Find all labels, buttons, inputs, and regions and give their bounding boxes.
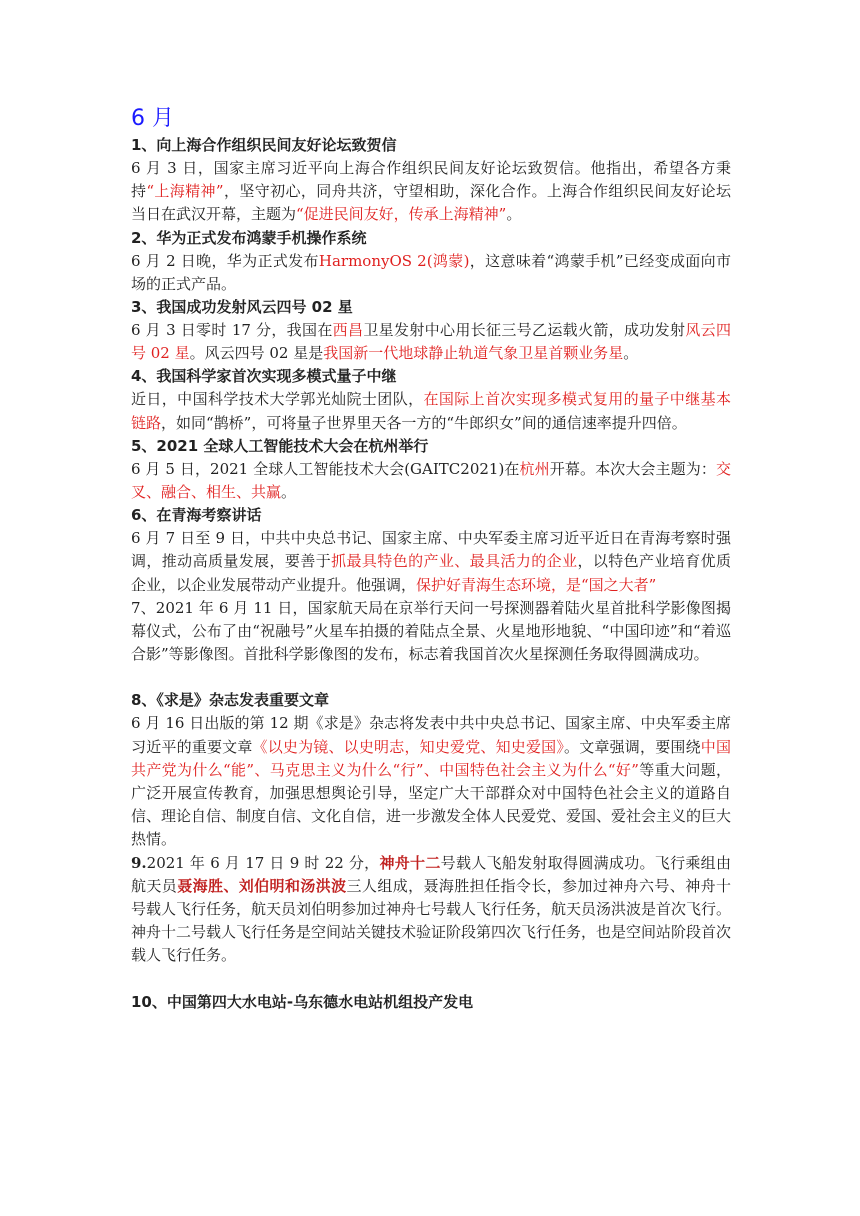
highlight: 神舟十二 bbox=[379, 853, 441, 872]
text: 6 月 7 日至 9 日，中共中央总书记、国家主席、中央军委主席习近平近日在青海考察时强调，推动高质量发展，要善于 bbox=[131, 529, 731, 571]
section-9-body bbox=[131, 852, 731, 968]
spacer bbox=[131, 968, 731, 991]
section-8-title: 8、《求是》杂志发表重要文章 bbox=[131, 691, 329, 710]
highlight: 西昌 bbox=[332, 321, 364, 340]
highlight: 杭州 bbox=[519, 459, 550, 478]
highlight: “促进民间友好，传承上海精神” bbox=[296, 205, 507, 224]
text: 三人组成，聂海胜担任指令长，参加过神舟六号、神舟十号载人飞行任务，航天员刘伯明参加过神舟七号载人飞行任务，航天员汤洪波是首次飞行。神舟十二号载人飞行任务是空间站关键技术验证阶段第四次飞行任务，也是空间站阶段首次载人飞行任务。 bbox=[131, 876, 732, 965]
section-1-title: 1、向上海合作组织民间友好论坛致贺信 bbox=[131, 136, 397, 154]
text: 等重大问题，广泛开展宣传教育，加强思想舆论引导，坚定广大干部群众对中国特色社会主义的道路自信、理论自信、制度自信、文化自信，进一步激发全体人民爱党、爱国、爱社会主义的巨大热情。 bbox=[131, 760, 732, 849]
highlight: 交叉、融合、相生、共赢 bbox=[131, 459, 731, 502]
highlight: 《以史为镜、以史明志，知史爱党、知史爱国》 bbox=[252, 737, 565, 756]
section-3-body bbox=[131, 319, 731, 365]
section-4-title: 4、我国科学家首次实现多模式量子中继 bbox=[131, 367, 397, 386]
text: 。风云四号 02 星是 bbox=[189, 344, 324, 363]
text: 卫星发射中心用长征三号乙运载火箭，成功发射 bbox=[363, 321, 686, 340]
text: 2021 年 6 月 17 日 9 时 22 分， bbox=[146, 853, 380, 872]
section-9-number: 9. bbox=[131, 853, 147, 872]
text: 6 月 2 日晚，华为正式发布 bbox=[131, 251, 319, 270]
section-10-title: 10、中国第四大水电站-乌东德水电站机组投产发电 bbox=[131, 992, 474, 1011]
highlight: 我国新一代地球静止轨道气象卫星首颗业务星 bbox=[323, 344, 624, 363]
text: ，如同“鹊桥”，可将量子世界里天各一方的“牛郎织女”间的通信速率提升四倍。 bbox=[161, 413, 687, 432]
section-3-title: 3、我国成功发射风云四号 02 星 bbox=[131, 298, 353, 317]
text: ，坚守初心，同舟共济，守望相助，深化合作。上海合作组织民间友好论坛当日在武汉开幕，主题为 bbox=[131, 182, 731, 224]
text: ，以特色产业培育优质企业，以企业发展带动产业提升。他强调， bbox=[131, 552, 731, 594]
text: 开幕。本次大会主题为： bbox=[549, 459, 716, 478]
text: 。 bbox=[623, 344, 639, 363]
highlight: 保护好青海生态环境，是“国之大者” bbox=[416, 575, 657, 594]
section-2-title: 2、华为正式发布鸿蒙手机操作系统 bbox=[131, 228, 367, 247]
highlight: 风云四号 02 星 bbox=[131, 321, 731, 363]
highlight: HarmonyOS 2(鸿蒙) bbox=[318, 251, 470, 270]
text: 6 月 3 日，国家主席习近平向上海合作组织民间友好论坛致贺信。他指出，希望各方秉持 bbox=[131, 159, 731, 201]
section-8-body bbox=[131, 712, 731, 851]
document-page bbox=[131, 104, 731, 1014]
section-1-body bbox=[131, 157, 731, 227]
text: 。 bbox=[506, 205, 522, 224]
text: 。 bbox=[281, 483, 297, 502]
section-5-body bbox=[131, 458, 731, 504]
text: 6 月 16 日出版的第 12 期《求是》杂志将发表中共中央总书记、国家主席、中央军委主席习近平的重要文章 bbox=[131, 714, 731, 756]
month-heading: 6 月 bbox=[131, 106, 174, 131]
highlight: 中国共产党为什么“能”、马克思主义为什么“行”、中国特色社会主义为什么“好” bbox=[131, 737, 731, 779]
text: 6 月 3 日零时 17 分，我国在 bbox=[131, 321, 333, 340]
text: ，这意味着“鸿蒙手机”已经变成面向市场的正式产品。 bbox=[131, 251, 731, 293]
section-5-title: 5、2021 全球人工智能技术大会在杭州举行 bbox=[131, 436, 429, 455]
highlight: 聂海胜、刘伯明和汤洪波 bbox=[177, 876, 347, 895]
highlight: 在国际上首次实现多模式复用的量子中继基本链路 bbox=[131, 390, 731, 432]
section-6-title: 6、在青海考察讲话 bbox=[131, 506, 262, 525]
text: 近日，中国科学技术大学郭光灿院士团队， bbox=[131, 390, 424, 409]
section-7-body: 7、2021 年 6 月 11 日，国家航天局在京举行天问一号探测器着陆火星首批科学影像图揭幕仪式，公布了由“祝融号”火星车拍摄的着陆点全景、火星地形地貌、“中国印迹”和“着巡合影”等影像图。首批科学影像图的发布，标志着我国首次火星探测任务取得圆满成功。 bbox=[131, 598, 731, 664]
highlight: “上海精神” bbox=[146, 182, 224, 201]
text: 。文章强调，要围绕 bbox=[564, 737, 701, 756]
text: 号载人飞船发射取得圆满成功。飞行乘组由航天员 bbox=[131, 853, 731, 895]
spacer bbox=[131, 666, 731, 689]
section-2-body bbox=[131, 250, 731, 296]
section-4-body bbox=[131, 388, 731, 434]
section-6-body bbox=[131, 527, 731, 597]
text: 6 月 5 日，2021 全球人工智能技术大会(GAITC2021)在 bbox=[131, 459, 520, 478]
highlight: 抓最具特色的产业、最具活力的企业 bbox=[331, 552, 578, 571]
